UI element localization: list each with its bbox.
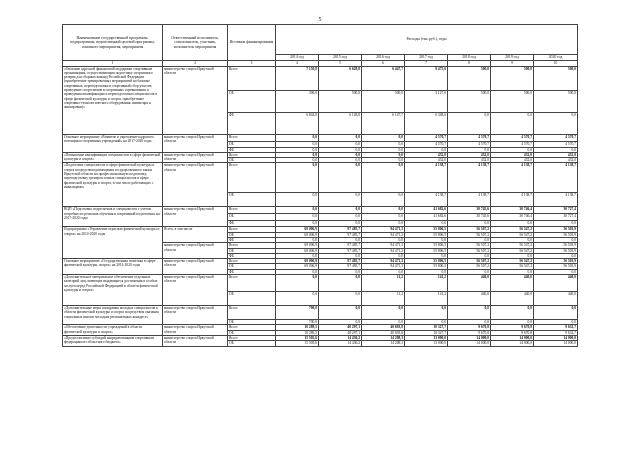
amount-cell: 56 547,2 <box>491 243 534 248</box>
executor: министерство спорта Иркутской области <box>163 152 228 163</box>
amount-cell: 4 570,7 <box>491 134 534 141</box>
header-year: 2017 год <box>405 55 448 61</box>
column-index: 1 <box>63 61 163 67</box>
column-index: 8 <box>448 61 491 67</box>
amount-cell: 0,0 <box>448 320 491 325</box>
amount-cell: 6 447,7 <box>362 66 405 90</box>
amount-cell: 69 006,9 <box>276 259 319 264</box>
amount-cell: 56 503,9 <box>534 264 578 269</box>
amount-cell: 4 138,7 <box>405 193 448 207</box>
header-expenses: Расходы (тыс.руб.), годы <box>276 25 578 55</box>
executor: министерство спорта Иркутской области <box>163 134 228 152</box>
header-year: 2014 год <box>276 55 319 61</box>
amount-cell: 440,0 <box>534 292 578 306</box>
column-index: 9 <box>491 61 534 67</box>
amount-cell: 0,0 <box>319 221 362 227</box>
measure-name: «Повышение квалификации специалистов в сфере физической культуры и спорта» <box>63 152 163 163</box>
amount-cell: 56 547,2 <box>491 227 534 232</box>
amount-cell: 14 000,0 <box>534 335 578 340</box>
column-index: 3 <box>228 61 276 67</box>
measure-name: Основное мероприятие «Развитие и укрепление кадрового потенциала спортивных учреждений» на 2017-2020 годы <box>63 134 163 152</box>
header-year: 2019 год <box>491 55 534 61</box>
funding-source: Всего <box>228 152 276 157</box>
amount-cell: 432,0 <box>448 158 491 163</box>
amount-cell: 40 693,8 <box>362 325 405 330</box>
amount-cell: 0,0 <box>405 306 448 320</box>
amount-cell: 440,0 <box>448 292 491 306</box>
funding-source: ФБ <box>228 269 276 274</box>
column-index: 5 <box>319 61 362 67</box>
executor: министерство спорта Иркутской области <box>163 207 228 227</box>
amount-cell: 30 745,6 <box>448 214 491 221</box>
amount-cell: 4 570,7 <box>448 141 491 147</box>
funding-source: ОБ <box>228 158 276 163</box>
measure-name: ВЦП «Подготовка спортсменов и специалистов с учетом потребности регионов обучения в спортивный подготовки» на 2017-2020 годы <box>63 207 163 227</box>
amount-cell: 0,0 <box>319 253 362 258</box>
funding-source: ОБ <box>228 90 276 112</box>
amount-cell: 0,0 <box>448 147 491 152</box>
amount-cell: 94 471,3 <box>362 264 405 269</box>
amount-cell: 4 138,7 <box>491 163 534 193</box>
amount-cell: 0,0 <box>362 253 405 258</box>
amount-cell: 4 138,7 <box>491 193 534 207</box>
amount-cell: 440,0 <box>448 275 491 292</box>
amount-cell: 14 000,0 <box>448 335 491 340</box>
amount-cell: 0,0 <box>491 306 534 320</box>
amount-cell: 55 806,5 <box>405 243 448 248</box>
amount-cell: 14 000,0 <box>491 341 534 346</box>
amount-cell: 69 006,9 <box>276 232 319 237</box>
amount-cell: 432,0 <box>534 152 578 157</box>
funding-source: ФБ <box>228 112 276 134</box>
amount-cell: 432,0 <box>405 152 448 157</box>
amount-cell: 13 000,0 <box>405 341 448 346</box>
amount-cell: 4 138,7 <box>534 193 578 207</box>
measure-name: «Дополнительные меры поощрения молодых специалистов в области физической культуры и спорта посредством оказания социальных выплат молодым региональных конкурсе» <box>63 306 163 325</box>
amount-cell: 0,0 <box>362 134 405 141</box>
amount-cell: 56 507,2 <box>448 243 491 248</box>
amount-cell: 0,0 <box>362 221 405 227</box>
table-row <box>63 66 578 90</box>
amount-cell: 500,0 <box>491 66 534 90</box>
amount-cell: 0,0 <box>448 253 491 258</box>
amount-cell: 4 570,7 <box>448 134 491 141</box>
amount-cell: 0,0 <box>319 292 362 306</box>
amount-cell: 141,2 <box>405 275 448 292</box>
amount-cell: 56 547,2 <box>491 232 534 237</box>
executor: министерство спорта Иркутской области <box>163 325 228 336</box>
amount-cell: 6 348,6 <box>405 112 448 134</box>
measure-name: «Дополнительное материальное обеспечение отдельных категорий лиц, имеющих выдающиеся достижения и особые заслуги перед Российской Федерацией в области физической культуры и спорта» <box>63 275 163 306</box>
funding-source: Всего <box>228 207 276 214</box>
amount-cell: 14 208,3 <box>362 335 405 340</box>
amount-cell: 0,0 <box>319 275 362 292</box>
amount-cell: 56 503,9 <box>534 248 578 253</box>
amount-cell: 6 128,8 <box>319 112 362 134</box>
amount-cell: 94 471,3 <box>362 259 405 264</box>
header-year: 2018 год <box>448 55 491 61</box>
amount-cell: 0,0 <box>491 237 534 242</box>
amount-cell: 56 507,2 <box>448 259 491 264</box>
amount-cell: 97 485,7 <box>319 264 362 269</box>
amount-cell: 10 289,5 <box>276 325 319 330</box>
amount-cell: 30 727,4 <box>534 207 578 214</box>
column-index: 10 <box>534 61 578 67</box>
amount-cell: 9 632,7 <box>534 330 578 335</box>
amount-cell: 94 471,3 <box>362 232 405 237</box>
table-row <box>63 163 578 193</box>
funding-source: Всего <box>228 275 276 292</box>
executor: министерство спорта Иркутской области <box>163 243 228 259</box>
amount-cell: 40 693,8 <box>362 330 405 335</box>
amount-cell: 0,0 <box>362 193 405 207</box>
measure-name: «Предоставление субсидий аккредитованным спортивным федерациям из областного бюджета» <box>63 335 163 346</box>
amount-cell: 56 507,2 <box>448 264 491 269</box>
funding-source: Всего <box>228 66 276 90</box>
amount-cell: 0,0 <box>448 237 491 242</box>
amount-cell: 0,0 <box>319 320 362 325</box>
amount-cell: 0,0 <box>362 237 405 242</box>
table-row <box>63 134 578 141</box>
amount-cell: 0,0 <box>491 253 534 258</box>
amount-cell: 500,0 <box>448 90 491 112</box>
executor: министерство спорта Иркутской области <box>163 259 228 275</box>
header-year: 2016 год <box>362 55 405 61</box>
header-source: Источник финансирования <box>228 25 276 61</box>
funding-source: ФБ <box>228 253 276 258</box>
amount-cell: 0,0 <box>491 269 534 274</box>
amount-cell: 0,0 <box>319 207 362 214</box>
amount-cell: 0,0 <box>276 214 319 221</box>
amount-cell: 0,0 <box>534 306 578 320</box>
amount-cell: 9 632,7 <box>534 325 578 330</box>
amount-cell: 56 507,2 <box>448 227 491 232</box>
funding-source: Всего <box>228 134 276 141</box>
executor: министерство спорта Иркутской области <box>163 275 228 306</box>
amount-cell: 0,0 <box>319 163 362 193</box>
amount-cell: 440,0 <box>491 275 534 292</box>
amount-cell: 15 505,6 <box>276 341 319 346</box>
column-index: 4 <box>276 61 319 67</box>
header-year: 2015 год <box>319 55 362 61</box>
header-year: 2020 год <box>534 55 578 61</box>
amount-cell: 4 570,7 <box>405 141 448 147</box>
amount-cell: 0,0 <box>534 320 578 325</box>
amount-cell: 0,0 <box>534 237 578 242</box>
amount-cell: 55 806,5 <box>405 232 448 237</box>
amount-cell: 306,0 <box>276 90 319 112</box>
amount-cell: 0,0 <box>362 147 405 152</box>
amount-cell: 56 507,2 <box>448 232 491 237</box>
amount-cell: 0,0 <box>319 141 362 147</box>
funding-source: ОБ <box>228 330 276 335</box>
amount-cell: 0,0 <box>362 158 405 163</box>
amount-cell: 69 006,9 <box>276 248 319 253</box>
amount-cell: 0,0 <box>276 193 319 207</box>
amount-cell: 40 297,1 <box>319 325 362 330</box>
amount-cell: 0,0 <box>276 152 319 157</box>
amount-cell: 0,0 <box>448 306 491 320</box>
amount-cell: 0,0 <box>276 253 319 258</box>
amount-cell: 30 745,6 <box>448 207 491 214</box>
amount-cell: 6 844,8 <box>276 112 319 134</box>
funding-source: Всего <box>228 335 276 340</box>
amount-cell: 14 000,0 <box>534 341 578 346</box>
amount-cell: 6 147,7 <box>362 112 405 134</box>
amount-cell: 0,0 <box>534 221 578 227</box>
amount-cell: 9 475,6 <box>405 66 448 90</box>
amount-cell: 0,0 <box>319 193 362 207</box>
funding-source: Всего <box>228 243 276 248</box>
amount-cell: 0,0 <box>448 112 491 134</box>
funding-source: ФБ <box>228 237 276 242</box>
funding-source: ОБ <box>228 214 276 221</box>
amount-cell: 0,0 <box>319 306 362 320</box>
amount-cell: 4 570,7 <box>534 134 578 141</box>
page-number: 5 <box>318 17 322 23</box>
amount-cell: 0,0 <box>276 207 319 214</box>
funding-source: ОБ <box>228 141 276 147</box>
header-executor: Ответственный исполнитель, соисполнитель, участник, исполнитель мероприятия <box>163 25 228 61</box>
amount-cell: 0,0 <box>362 306 405 320</box>
amount-cell: 56 547,2 <box>491 248 534 253</box>
amount-cell: 94 471,3 <box>362 227 405 232</box>
funding-source: ОБ <box>228 193 276 207</box>
amount-cell: 11,2 <box>362 292 405 306</box>
amount-cell: 97 485,7 <box>319 232 362 237</box>
executor: министерство спорта Иркутской области <box>163 306 228 325</box>
amount-cell: 30 746,4 <box>491 214 534 221</box>
amount-cell: 55 806,5 <box>405 259 448 264</box>
amount-cell: 56 547,2 <box>491 264 534 269</box>
measure-name: «Подготовка специалистов в сфере физической культуры и спорта посредством размещения государственного заказа Иркутской области на профессиональную подготовку, переподготовку тренеров и иных специалистов в сфере физической культуры и спорта, в том числе работающих с инвалидами» <box>63 163 163 207</box>
amount-cell: 0,0 <box>362 269 405 274</box>
amount-cell: 6 628,8 <box>319 66 362 90</box>
table-row <box>63 306 578 320</box>
column-index: 6 <box>362 61 405 67</box>
amount-cell: 0,0 <box>491 112 534 134</box>
amount-cell: 4 138,7 <box>405 163 448 193</box>
header-program: Наименование государственной программы, подпрограммы, ведомственной целевой программы, основного мероприятия, мероприятия <box>63 25 163 61</box>
funding-source: Всего <box>228 259 276 264</box>
amount-cell: 432,0 <box>491 158 534 163</box>
amount-cell: 0,0 <box>319 237 362 242</box>
amount-cell: 4 138,7 <box>534 163 578 193</box>
amount-cell: 11,2 <box>362 275 405 292</box>
amount-cell: 432,0 <box>448 152 491 157</box>
amount-cell: 440,0 <box>491 292 534 306</box>
amount-cell: 0,0 <box>276 147 319 152</box>
amount-cell: 14 436,2 <box>319 335 362 340</box>
amount-cell: 9 670,8 <box>448 330 491 335</box>
amount-cell: 0,0 <box>362 207 405 214</box>
amount-cell: 4 570,7 <box>534 141 578 147</box>
funding-source: ОБ <box>228 320 276 325</box>
amount-cell: 500,0 <box>362 90 405 112</box>
table-row <box>63 207 578 214</box>
amount-cell: 0,0 <box>448 269 491 274</box>
amount-cell: 9 670,8 <box>491 330 534 335</box>
amount-cell: 432,0 <box>405 158 448 163</box>
amount-cell: 56 547,2 <box>491 259 534 264</box>
amount-cell: 40 297,1 <box>319 330 362 335</box>
amount-cell: 56 503,9 <box>534 227 578 232</box>
amount-cell: 14 208,3 <box>362 341 405 346</box>
amount-cell: 432,0 <box>491 152 534 157</box>
amount-cell: 0,0 <box>362 214 405 221</box>
amount-cell: 440,0 <box>534 275 578 292</box>
amount-cell: 0,0 <box>405 221 448 227</box>
amount-cell: 0,0 <box>362 163 405 193</box>
amount-cell: 4 138,7 <box>448 163 491 193</box>
amount-cell: 41 682,6 <box>405 207 448 214</box>
amount-cell: 500,0 <box>448 66 491 90</box>
amount-cell: 69 006,9 <box>276 264 319 269</box>
amount-cell: 0,0 <box>491 147 534 152</box>
measure-name: «Обеспечение деятельности учреждений в области физической культуры и спорта» <box>63 325 163 336</box>
amount-cell: 0,0 <box>276 141 319 147</box>
amount-cell: 9 670,8 <box>448 325 491 330</box>
executor: министерство спорта Иркутской области <box>163 163 228 207</box>
amount-cell: 13 000,0 <box>405 335 448 340</box>
amount-cell: 0,0 <box>534 147 578 152</box>
amount-cell: 0,0 <box>319 152 362 157</box>
amount-cell: 700,0 <box>276 306 319 320</box>
amount-cell: 30 746,4 <box>491 207 534 214</box>
amount-cell: 500,0 <box>534 90 578 112</box>
amount-cell: 97 485,7 <box>319 248 362 253</box>
amount-cell: 69 006,9 <box>276 243 319 248</box>
measure-name: «Оказание адресной финансовой поддержки спортивным организациям, осуществляющим подготовку спортивного резерва для сборных команд Российской Федерации (приобретение тренировочных мероприятий на базовые спортивных, переподготовки и спортивный сбор участие, проведение спортсменов в спортивных соревнования и проведения квалификации и переподготовки специалистов в сфере физической культуры и спорта, приобретение спортивно-технологического оборудования, инвентаря и экипировки)» <box>63 66 163 134</box>
amount-cell: 0,0 <box>319 214 362 221</box>
amount-cell: 0,0 <box>362 320 405 325</box>
amount-cell: 0,0 <box>276 221 319 227</box>
amount-cell: 0,0 <box>276 269 319 274</box>
amount-cell: 0,0 <box>534 269 578 274</box>
amount-cell: 0,0 <box>319 147 362 152</box>
amount-cell: 10 327,7 <box>405 325 448 330</box>
amount-cell: 14 000,0 <box>491 335 534 340</box>
amount-cell: 500,0 <box>534 66 578 90</box>
amount-cell: 0,0 <box>319 269 362 274</box>
amount-cell: 55 806,5 <box>405 248 448 253</box>
amount-cell: 4 570,7 <box>491 141 534 147</box>
amount-cell: 56 503,9 <box>534 243 578 248</box>
funding-source: Всего <box>228 325 276 330</box>
amount-cell: 9 670,8 <box>491 325 534 330</box>
amount-cell: 97 485,7 <box>319 227 362 232</box>
amount-cell: 97 485,7 <box>319 259 362 264</box>
amount-cell: 432,0 <box>534 158 578 163</box>
amount-cell: 0,0 <box>405 147 448 152</box>
funding-source: ОБ <box>228 264 276 269</box>
amount-cell: 0,0 <box>276 163 319 193</box>
amount-cell: 141,2 <box>405 292 448 306</box>
funding-source: Всего <box>228 306 276 320</box>
column-index: 7 <box>405 61 448 67</box>
amount-cell: 0,0 <box>276 134 319 141</box>
amount-cell: 0,0 <box>319 158 362 163</box>
amount-cell: 0,0 <box>319 134 362 141</box>
amount-cell: 0,0 <box>405 237 448 242</box>
funding-source: ФБ <box>228 147 276 152</box>
amount-cell: 14 000,0 <box>448 341 491 346</box>
amount-cell: 30 727,4 <box>534 214 578 221</box>
amount-cell: 56 503,9 <box>534 232 578 237</box>
amount-cell: 94 471,3 <box>362 248 405 253</box>
amount-cell: 500,0 <box>319 90 362 112</box>
amount-cell: 0,0 <box>448 221 491 227</box>
amount-cell: 14 436,2 <box>319 341 362 346</box>
amount-cell: 4 138,7 <box>448 193 491 207</box>
amount-cell: 3 127,0 <box>405 90 448 112</box>
amount-cell: 97 485,7 <box>319 243 362 248</box>
amount-cell: 700,0 <box>276 320 319 325</box>
funding-source: ФБ <box>228 221 276 227</box>
amount-cell: 4 570,7 <box>405 134 448 141</box>
amount-cell: 55 806,5 <box>405 264 448 269</box>
executor: министерство спорта Иркутской области <box>163 66 228 134</box>
table-row <box>63 275 578 292</box>
funding-source: ОБ <box>228 292 276 306</box>
measure-name: Подпрограмма «Управление отраслью физической культуры и спорта» на 2014-2020 годы <box>63 227 163 259</box>
amount-cell: 56 507,2 <box>448 248 491 253</box>
amount-cell: 10 327,7 <box>405 330 448 335</box>
measure-name: Основное мероприятие «Государственная политика в сфере физической культуры, спорта» на 2014-2020 годы <box>63 259 163 275</box>
amount-cell: 0,0 <box>405 253 448 258</box>
funding-source: Всего <box>228 227 276 232</box>
amount-cell: 500,0 <box>491 90 534 112</box>
amount-cell: 0,0 <box>491 320 534 325</box>
amount-cell: 0,0 <box>276 275 319 292</box>
amount-cell: 0,0 <box>491 221 534 227</box>
amount-cell: 94 471,3 <box>362 243 405 248</box>
budget-table <box>62 24 578 347</box>
amount-cell: 0,0 <box>405 320 448 325</box>
amount-cell: 0,0 <box>362 141 405 147</box>
executor: министерство спорта Иркутской области <box>163 335 228 346</box>
funding-source: Всего <box>228 163 276 193</box>
amount-cell: 69 006,9 <box>276 227 319 232</box>
amount-cell: 0,0 <box>276 158 319 163</box>
executor: Всего, в том числе <box>163 227 228 243</box>
funding-source: ОБ <box>228 232 276 237</box>
column-index: 2 <box>163 61 228 67</box>
amount-cell: 0,0 <box>276 237 319 242</box>
funding-source: ОБ <box>228 248 276 253</box>
amount-cell: 0,0 <box>276 292 319 306</box>
amount-cell: 56 503,9 <box>534 259 578 264</box>
amount-cell: 0,0 <box>534 253 578 258</box>
amount-cell: 0,0 <box>405 269 448 274</box>
amount-cell: 10 289,5 <box>276 330 319 335</box>
amount-cell: 0,0 <box>534 112 578 134</box>
funding-source: ОБ <box>228 341 276 346</box>
amount-cell: 0,0 <box>362 152 405 157</box>
amount-cell: 15 505,6 <box>276 335 319 340</box>
amount-cell: 7 150,8 <box>276 66 319 90</box>
amount-cell: 55 806,5 <box>405 227 448 232</box>
amount-cell: 41 682,6 <box>405 214 448 221</box>
